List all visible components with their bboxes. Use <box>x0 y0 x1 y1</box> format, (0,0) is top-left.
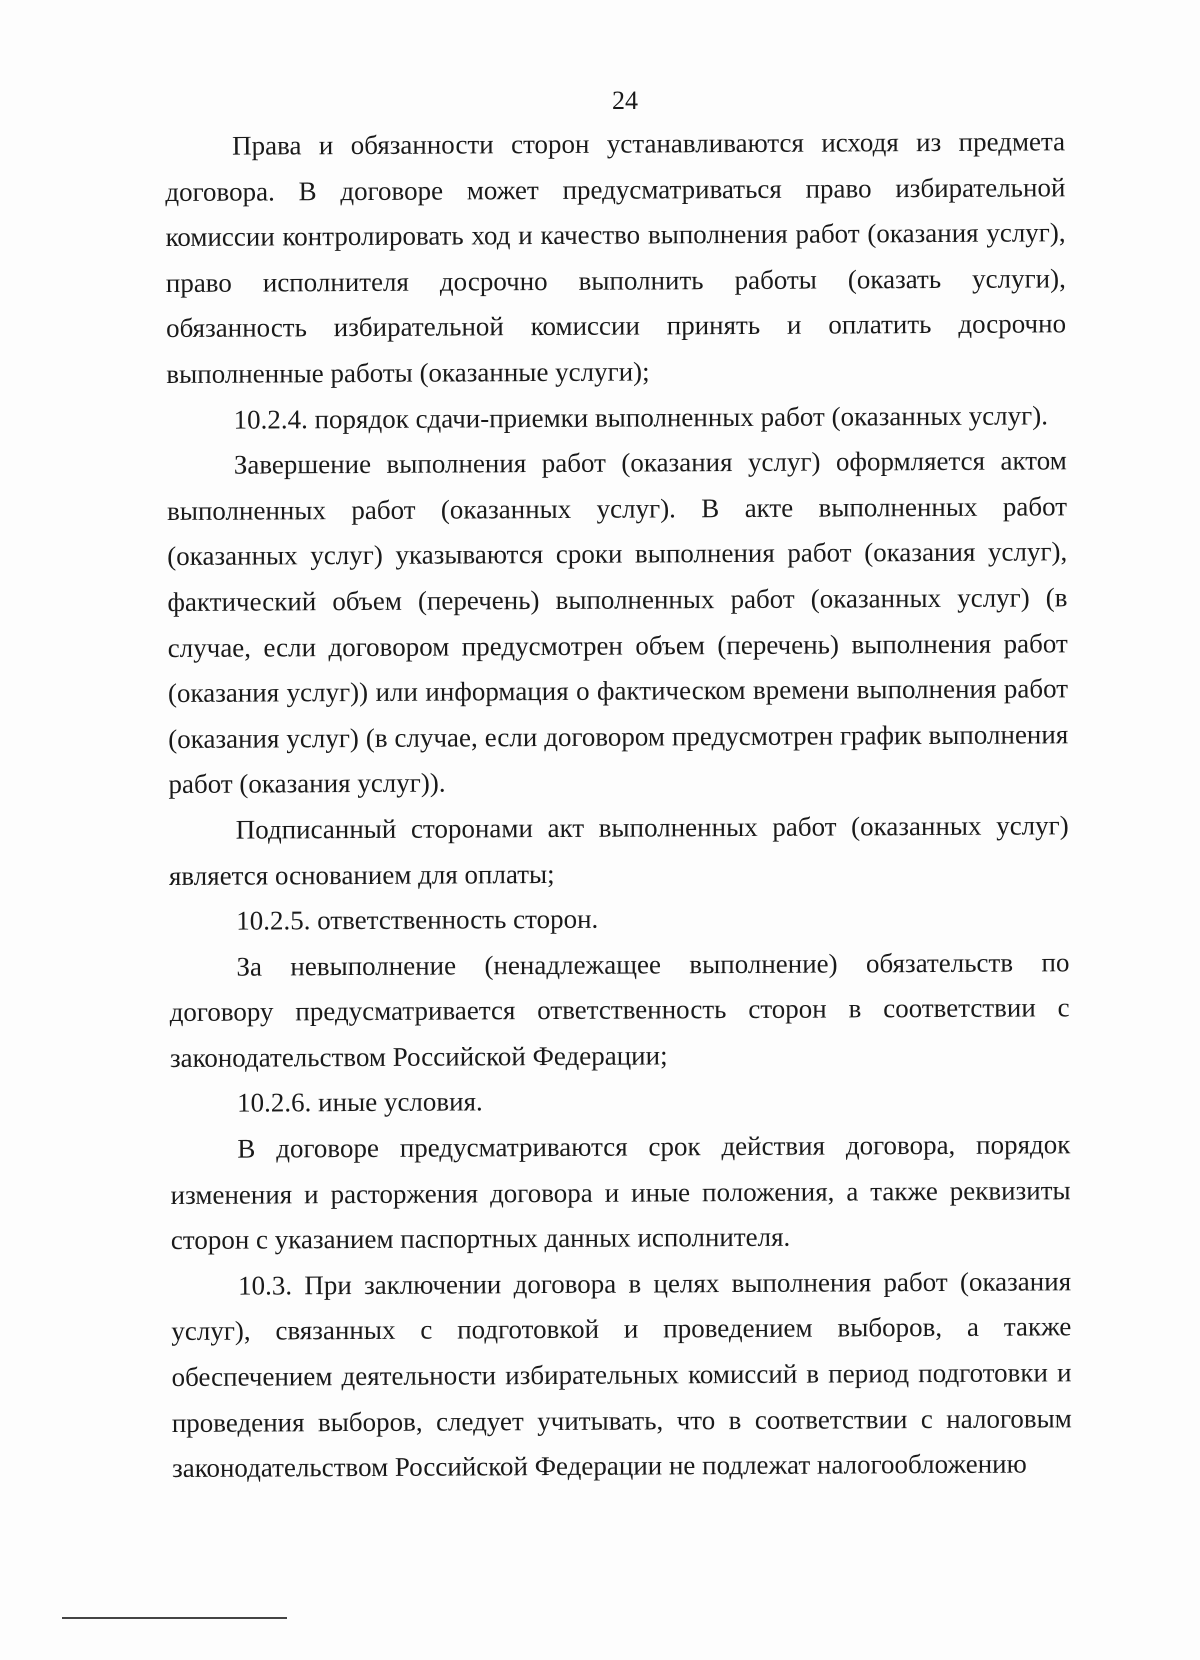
page-number: 24 <box>612 86 638 115</box>
paragraph-10-3: 10.3. При заключении договора в целях выполнения работ (оказания услуг), связанных с подготовкой и проведением выборов, а также обеспечением деятельности избирательных комиссий в период подготовки и проведения выборов, следует учитывать, что в соответствии с налоговым законодательством Российской Федерации не подлежат налогообложению <box>171 1266 1072 1484</box>
paragraph-10-2-5: 10.2.5. ответственность сторон. <box>236 903 599 936</box>
paragraph-other-terms: В договоре предусматриваются срок действия договора, порядок изменения и расторжения договора и иные положения, а также реквизиты сторон с указанием паспортных данных исполнителя. <box>170 1129 1071 1256</box>
paragraph-10-2-6: 10.2.6. иные условия. <box>237 1086 483 1119</box>
paragraph-rights-obligations: Права и обязанности сторон устанавливаются исходя из предмета договора. В договоре может предусматриваться право избирательной комиссии контролировать ход и качество выполнения работ (оказания услуг), право исполнителя досрочно выполнить работы (оказать услуги), обязанность избирательной комиссии принять и оплатить досрочно выполненные работы (оказанные услуги); <box>165 126 1067 389</box>
paragraph-10-2-4: 10.2.4. порядок сдачи-приемки выполненных работ (оказанных услуг). <box>233 399 1049 435</box>
document-body <box>165 119 1072 1492</box>
paragraph-liability: За невыполнение (ненадлежащее выполнение) обязательств по договору предусматривается ответственность сторон в соответствии с законодательством Российской Федерации; <box>169 946 1070 1073</box>
footnote-separator <box>62 1617 287 1619</box>
paragraph-signed-act: Подписанный сторонами акт выполненных работ (оказанных услуг) является основанием для оплаты; <box>168 810 1069 891</box>
paragraph-completion-act: Завершение выполнения работ (оказания услуг) оформляется актом выполненных работ (оказанных услуг). В акте выполненных работ (оказанных услуг) указываются сроки выполнения работ (оказания услуг), фактический объем (перечень) выполненных работ (оказанных услуг) (в случае, если договором предусмотрен объем (перечень) выполнения работ (оказания услуг)) или информация о фактическом времени выполнения работ (оказания услуг) (в случае, если договором предусмотрен график выполнения работ (оказания услуг)). <box>166 445 1069 800</box>
